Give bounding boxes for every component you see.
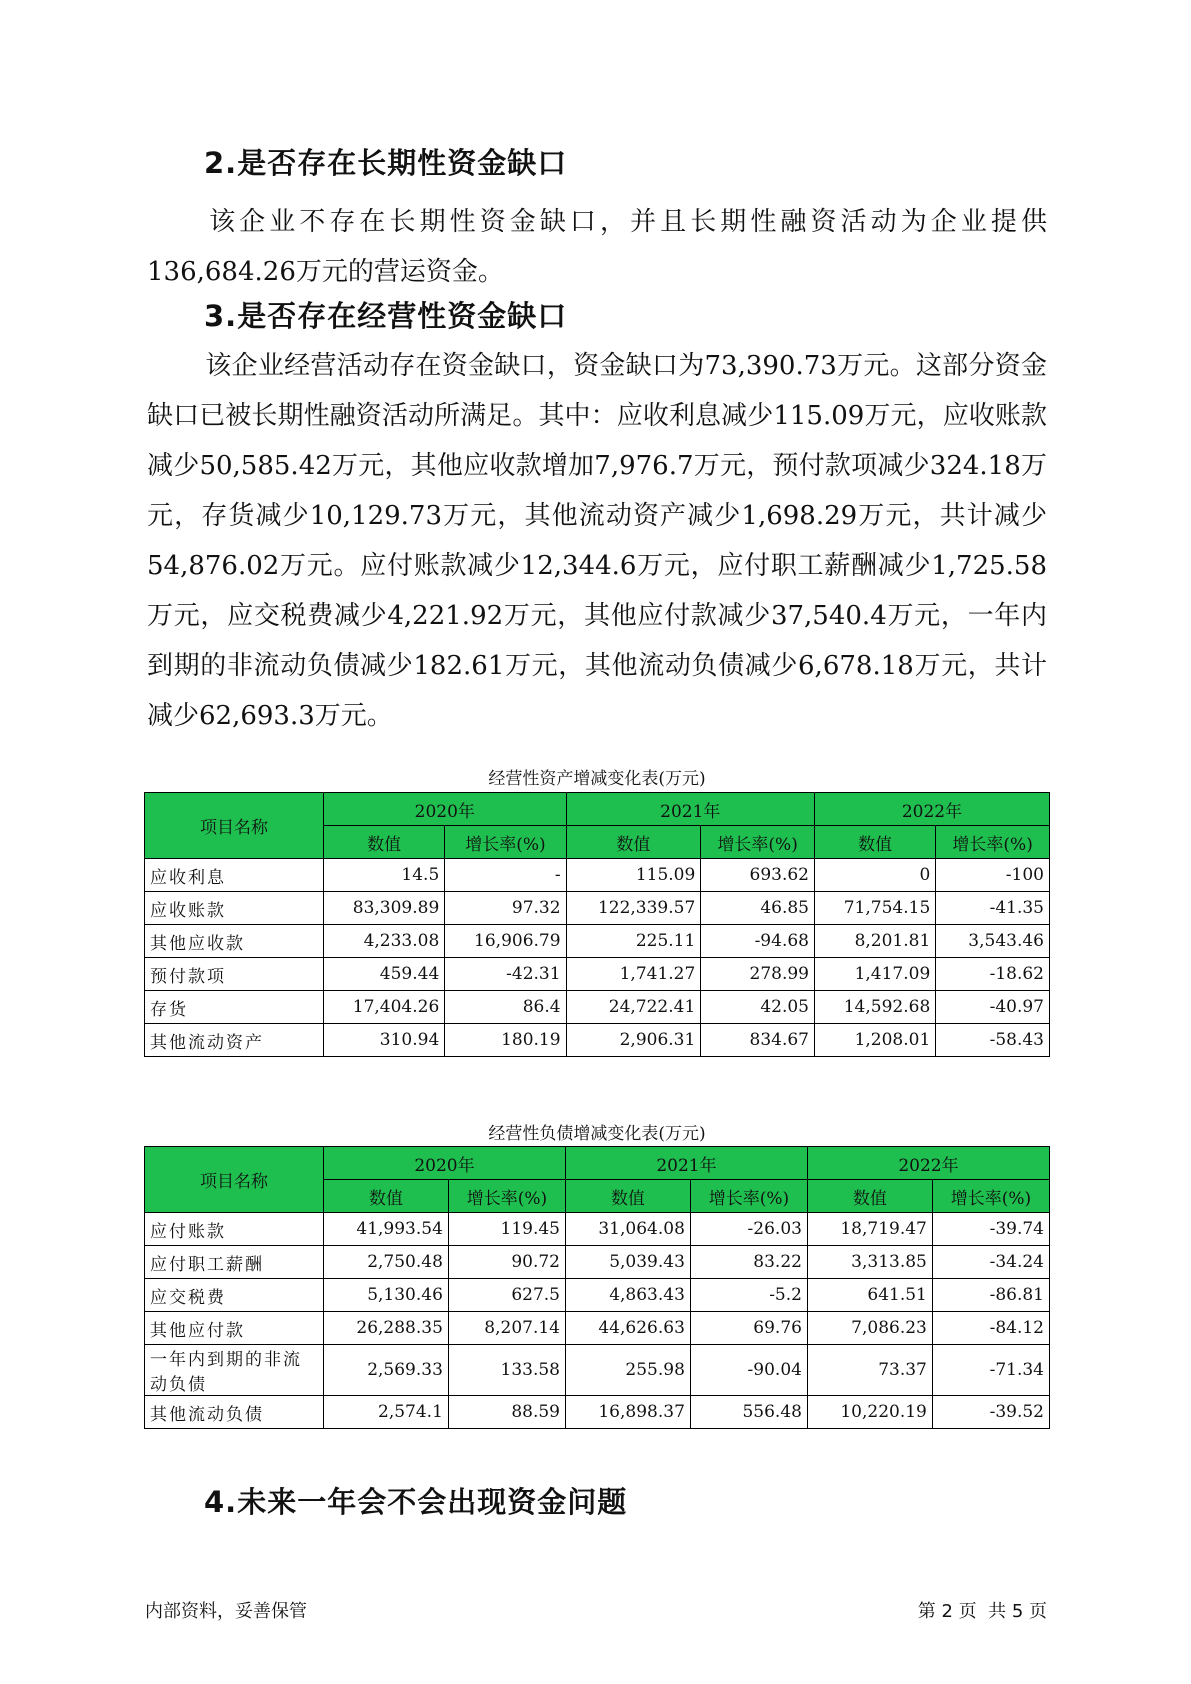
row-item-name: 应付账款 — [145, 1213, 324, 1246]
table-row — [145, 1246, 1050, 1279]
table-body — [145, 1213, 1050, 1429]
cell-growth-rate: 90.72 — [448, 1246, 565, 1279]
cell-value: 225.11 — [566, 925, 701, 958]
cell-value: 5,039.43 — [565, 1246, 690, 1279]
cell-value: 26,288.35 — [324, 1312, 449, 1345]
header-year-2020: 2020年 — [324, 1147, 566, 1180]
header-item-name: 项目名称 — [145, 793, 324, 859]
row-item-name: 存货 — [145, 991, 324, 1024]
header-growth-rate: 增长率(%) — [936, 826, 1050, 859]
table-row — [145, 892, 1050, 925]
cell-growth-rate: 133.58 — [448, 1345, 565, 1396]
operating-liabilities-table — [144, 1146, 1050, 1429]
row-item-name: 其他应付款 — [145, 1312, 324, 1345]
cell-value: 2,906.31 — [566, 1024, 701, 1057]
cell-growth-rate: -90.04 — [690, 1345, 807, 1396]
header-year-2021: 2021年 — [565, 1147, 807, 1180]
cell-value: 0 — [814, 859, 935, 892]
cell-growth-rate: 693.62 — [701, 859, 815, 892]
cell-value: 641.51 — [807, 1279, 932, 1312]
cell-value: 4,233.08 — [324, 925, 445, 958]
row-item-name: 一年内到期的非流动负债 — [145, 1345, 324, 1396]
cell-growth-rate: -18.62 — [936, 958, 1050, 991]
cell-growth-rate: -39.74 — [932, 1213, 1049, 1246]
cell-growth-rate: 86.4 — [445, 991, 566, 1024]
cell-growth-rate: -41.35 — [936, 892, 1050, 925]
header-growth-rate: 增长率(%) — [448, 1180, 565, 1213]
cell-growth-rate: 16,906.79 — [445, 925, 566, 958]
cell-value: 31,064.08 — [565, 1213, 690, 1246]
table-header-row-years — [145, 793, 1050, 826]
cell-value: 115.09 — [566, 859, 701, 892]
cell-value: 44,626.63 — [565, 1312, 690, 1345]
cell-growth-rate: 69.76 — [690, 1312, 807, 1345]
table-header — [145, 793, 1050, 859]
cell-growth-rate: 97.32 — [445, 892, 566, 925]
paragraph-operating-gap-text: 该企业经营活动存在资金缺口，资金缺口为73,390.73万元。这部分资金缺口已被长期性融资活动所满足。其中：应收利息减少115.09万元，应收账款减少50,585.42万元，其他应收款增加7,976.7万元，预付款项减少324.18万元，存货减少10,129.73万元，其他流动资产减少1,698.29万元，共计减少54,876.02万元。应付账款减少12,344.6万元，应付职工薪酬减少1,725.58万元，应交税费减少4,221.92万元，其他应付款减少37,540.4万元，一年内到期的非流动负债减少182.61万元，其他流动负债减少6,678.18万元，共计减少62,693.3万元。 — [147, 351, 1047, 731]
footer-page-number: 第 2 页 共 5 页 — [917, 1601, 1047, 1622]
cell-growth-rate: 834.67 — [701, 1024, 815, 1057]
row-item-name: 其他流动资产 — [145, 1024, 324, 1057]
section-heading-long-term-gap: 2.是否存在长期性资金缺口 — [204, 146, 568, 180]
cell-value: 255.98 — [565, 1345, 690, 1396]
cell-growth-rate: -34.24 — [932, 1246, 1049, 1279]
cell-growth-rate: -5.2 — [690, 1279, 807, 1312]
cell-value: 73.37 — [807, 1345, 932, 1396]
cell-growth-rate: 3,543.46 — [936, 925, 1050, 958]
cell-growth-rate: 46.85 — [701, 892, 815, 925]
table-header — [145, 1147, 1050, 1213]
cell-value: 2,574.1 — [324, 1396, 449, 1429]
table-body — [145, 859, 1050, 1057]
cell-value: 459.44 — [324, 958, 445, 991]
row-item-name: 其他应收款 — [145, 925, 324, 958]
paragraph-long-term-gap-text: 该企业不存在长期性资金缺口，并且长期性融资活动为企业提供136,684.26万元的营运资金。 — [147, 207, 1047, 287]
row-item-name: 应收账款 — [145, 892, 324, 925]
cell-value: 122,339.57 — [566, 892, 701, 925]
cell-value: 1,417.09 — [814, 958, 935, 991]
cell-value: 71,754.15 — [814, 892, 935, 925]
cell-value: 2,750.48 — [324, 1246, 449, 1279]
cell-growth-rate: -71.34 — [932, 1345, 1049, 1396]
header-growth-rate: 增长率(%) — [701, 826, 815, 859]
cell-growth-rate: -58.43 — [936, 1024, 1050, 1057]
cell-growth-rate: -100 — [936, 859, 1050, 892]
cell-value: 4,863.43 — [565, 1279, 690, 1312]
cell-value: 1,741.27 — [566, 958, 701, 991]
cell-value: 1,208.01 — [814, 1024, 935, 1057]
header-year-2020: 2020年 — [324, 793, 567, 826]
cell-growth-rate: 278.99 — [701, 958, 815, 991]
cell-growth-rate: -84.12 — [932, 1312, 1049, 1345]
operating-assets-table — [144, 792, 1050, 1057]
cell-growth-rate: 556.48 — [690, 1396, 807, 1429]
header-value: 数值 — [566, 826, 701, 859]
paragraph-operating-gap — [147, 341, 1047, 741]
header-value: 数值 — [565, 1180, 690, 1213]
cell-value: 17,404.26 — [324, 991, 445, 1024]
table-caption-liabilities: 经营性负债增减变化表(万元) — [488, 1124, 706, 1144]
header-year-2022: 2022年 — [814, 793, 1049, 826]
cell-growth-rate: 83.22 — [690, 1246, 807, 1279]
header-growth-rate: 增长率(%) — [932, 1180, 1049, 1213]
header-year-2022: 2022年 — [807, 1147, 1049, 1180]
header-growth-rate: 增长率(%) — [690, 1180, 807, 1213]
table-caption-assets: 经营性资产增减变化表(万元) — [488, 769, 706, 789]
table-row — [145, 859, 1050, 892]
header-year-2021: 2021年 — [566, 793, 814, 826]
cell-value: 3,313.85 — [807, 1246, 932, 1279]
cell-growth-rate: -26.03 — [690, 1213, 807, 1246]
cell-value: 7,086.23 — [807, 1312, 932, 1345]
cell-growth-rate: 180.19 — [445, 1024, 566, 1057]
row-item-name: 应付职工薪酬 — [145, 1246, 324, 1279]
cell-value: 83,309.89 — [324, 892, 445, 925]
section-heading-operating-gap: 3.是否存在经营性资金缺口 — [204, 299, 568, 333]
section-heading-next-year-funding: 4.未来一年会不会出现资金问题 — [204, 1485, 628, 1519]
header-value: 数值 — [324, 826, 445, 859]
cell-growth-rate: 88.59 — [448, 1396, 565, 1429]
cell-growth-rate: - — [445, 859, 566, 892]
cell-value: 41,993.54 — [324, 1213, 449, 1246]
table-row — [145, 1279, 1050, 1312]
cell-value: 14,592.68 — [814, 991, 935, 1024]
footer-confidential-note: 内部资料，妥善保管 — [145, 1601, 307, 1622]
cell-value: 5,130.46 — [324, 1279, 449, 1312]
cell-growth-rate: 627.5 — [448, 1279, 565, 1312]
table-row — [145, 958, 1050, 991]
row-item-name: 预付款项 — [145, 958, 324, 991]
cell-value: 18,719.47 — [807, 1213, 932, 1246]
table-row — [145, 925, 1050, 958]
cell-growth-rate: -94.68 — [701, 925, 815, 958]
cell-growth-rate: 119.45 — [448, 1213, 565, 1246]
cell-value: 16,898.37 — [565, 1396, 690, 1429]
row-item-name: 应交税费 — [145, 1279, 324, 1312]
cell-value: 2,569.33 — [324, 1345, 449, 1396]
cell-value: 24,722.41 — [566, 991, 701, 1024]
cell-growth-rate: -39.52 — [932, 1396, 1049, 1429]
header-value: 数值 — [324, 1180, 449, 1213]
table-row — [145, 1312, 1050, 1345]
cell-growth-rate: 8,207.14 — [448, 1312, 565, 1345]
header-value: 数值 — [814, 826, 935, 859]
row-item-name: 其他流动负债 — [145, 1396, 324, 1429]
cell-growth-rate: -86.81 — [932, 1279, 1049, 1312]
header-value: 数值 — [807, 1180, 932, 1213]
header-item-name: 项目名称 — [145, 1147, 324, 1213]
cell-growth-rate: 42.05 — [701, 991, 815, 1024]
table-row — [145, 1213, 1050, 1246]
cell-growth-rate: -42.31 — [445, 958, 566, 991]
cell-value: 310.94 — [324, 1024, 445, 1057]
row-item-name: 应收利息 — [145, 859, 324, 892]
paragraph-long-term-gap — [147, 197, 1047, 297]
table-row — [145, 1345, 1050, 1396]
table-row — [145, 991, 1050, 1024]
table-row — [145, 1396, 1050, 1429]
cell-value: 14.5 — [324, 859, 445, 892]
header-growth-rate: 增长率(%) — [445, 826, 566, 859]
cell-growth-rate: -40.97 — [936, 991, 1050, 1024]
cell-value: 10,220.19 — [807, 1396, 932, 1429]
table-header-row-years — [145, 1147, 1050, 1180]
cell-value: 8,201.81 — [814, 925, 935, 958]
table-row — [145, 1024, 1050, 1057]
